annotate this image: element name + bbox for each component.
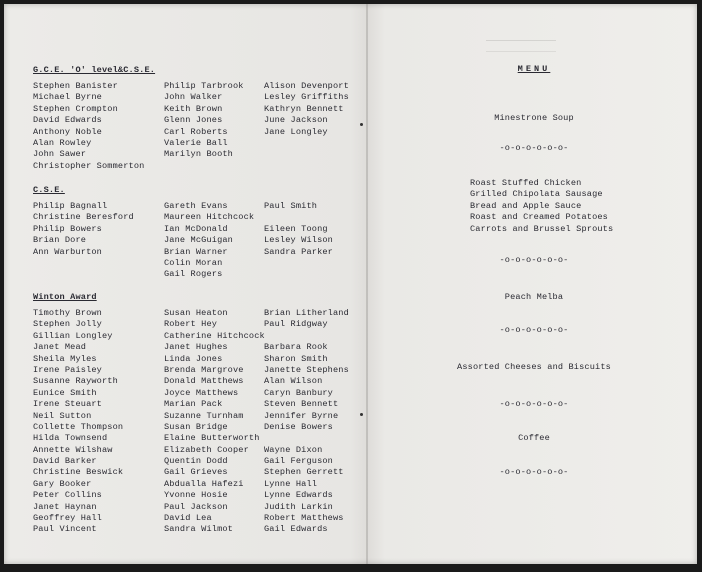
name-entry: Denise Bowers (264, 421, 333, 432)
name-entry: Suzanne Turnham (164, 410, 244, 421)
name-entry: Elizabeth Cooper (164, 444, 249, 455)
menu-dessert: Peach Melba (504, 292, 564, 302)
name-entry: Lesley Wilson (264, 235, 333, 246)
name-entry: Collette Thompson (33, 421, 124, 432)
cse-column-2 (164, 201, 254, 281)
name-entry: Anthony Noble (33, 126, 102, 137)
name-entry: Lynne Edwards (264, 490, 333, 501)
name-entry: Brian Warner (164, 246, 228, 257)
name-entry: Neil Sutton (33, 410, 92, 421)
name-entry: John Sawer (33, 149, 87, 160)
name-entry: Lesley Griffiths (264, 92, 349, 103)
name-entry: Robert Matthews (264, 513, 344, 524)
name-entry: Valerie Ball (164, 137, 228, 148)
name-entry (264, 433, 349, 444)
name-entry: Alan Wilson (264, 376, 323, 387)
name-entry: John Walker (164, 92, 223, 103)
menu-starter: Minestrone Soup (494, 113, 574, 123)
center-fold (366, 4, 368, 564)
name-entry: Brenda Margrove (164, 364, 244, 375)
name-entry: Susan Bridge (164, 421, 228, 432)
name-entry: Christopher Sommerton (33, 160, 145, 171)
menu-title: MENU (517, 64, 551, 74)
gce-column-1 (33, 81, 144, 172)
name-entry: Sandra Wilmot (164, 524, 233, 535)
name-entry: Sharon Smith (264, 353, 328, 364)
name-entry: Marilyn Booth (164, 149, 233, 160)
name-entry: Gillian Longley (33, 330, 113, 341)
section-heading-winton: Winton Award (33, 292, 97, 302)
name-entry: Stephen Gerrett (264, 467, 344, 478)
name-entry: Philip Bowers (33, 223, 102, 234)
name-entry: Joyce Matthews (164, 387, 239, 398)
name-entry: Geoffrey Hall (33, 513, 102, 524)
name-entry: Peter Collins (33, 490, 102, 501)
name-entry: Susan Heaton (164, 308, 228, 318)
menu-cheese: Assorted Cheeses and Biscuits (457, 362, 611, 372)
name-entry: David Lea (164, 513, 212, 524)
winton-column-3 (264, 308, 349, 536)
name-entry: June Jackson (264, 115, 328, 126)
name-entry: Carl Roberts (164, 126, 228, 137)
name-entry: Jane McGuigan (164, 235, 233, 246)
name-entry: Donald Matthews (164, 376, 244, 387)
name-entry: Elaine Butterworth (164, 433, 260, 444)
name-entry: Christine Beswick (33, 467, 124, 478)
name-entry: Susanne Rayworth (33, 376, 118, 387)
name-entry: Janette Stephens (264, 364, 349, 375)
name-entry: Gareth Evans (164, 201, 228, 211)
staple-mark (360, 123, 363, 126)
winton-column-2 (164, 308, 265, 536)
name-entry: Eileen Toong (264, 223, 328, 234)
menu-main-item: Roast and Creamed Potatoes (470, 212, 608, 223)
name-entry: Gail Rogers (164, 269, 223, 280)
name-entry: Abdualla Hafezi (164, 478, 244, 489)
section-heading-gce: G.C.E. 'O' level&C.S.E. (33, 65, 156, 75)
name-entry: Colin Moran (164, 257, 223, 268)
name-entry: Lynne Hall (264, 478, 318, 489)
name-entry: Gary Booker (33, 478, 92, 489)
menu-main-item: Roast Stuffed Chicken (470, 178, 582, 188)
name-entry: Maureen Hitchcock (164, 212, 255, 223)
staple-mark (360, 413, 363, 416)
menu-divider: -o-o-o-o-o-o- (499, 399, 569, 409)
menu-main-item: Carrots and Brussel Sprouts (470, 223, 614, 234)
name-entry: Janet Hughes (164, 342, 228, 353)
name-entry: Sandra Parker (264, 246, 333, 257)
cse-column-3 (264, 201, 333, 258)
show-through-print (486, 40, 556, 52)
name-entry: Philip Bagnall (33, 201, 108, 211)
name-entry: David Barker (33, 456, 97, 467)
name-entry: Janet Mead (33, 342, 87, 353)
name-entry (264, 331, 349, 342)
name-entry: Catherine Hitchcock (164, 330, 265, 341)
name-entry: Kathryn Bennett (264, 103, 344, 114)
name-entry: Glenn Jones (164, 115, 223, 126)
name-entry: Gail Grieves (164, 467, 228, 478)
name-entry: Caryn Banbury (264, 387, 333, 398)
name-entry: Jane Longley (264, 126, 328, 137)
name-entry: Ian McDonald (164, 223, 228, 234)
name-entry: Barbara Rook (264, 342, 328, 353)
name-entry: Gail Ferguson (264, 456, 333, 467)
name-entry: David Edwards (33, 115, 102, 126)
winton-column-1 (33, 308, 123, 536)
programme-sheet (4, 4, 697, 564)
name-entry: Sheila Myles (33, 353, 97, 364)
name-entry: Michael Byrne (33, 92, 102, 103)
name-entry: Brian Litherland (264, 308, 349, 318)
name-entry: Gail Edwards (264, 524, 328, 535)
cse-column-1 (33, 201, 134, 258)
name-entry: Marian Pack (164, 399, 223, 410)
name-entry: Paul Smith (264, 201, 318, 211)
name-entry: Stephen Jolly (33, 319, 102, 330)
name-entry (264, 212, 333, 223)
name-entry: Jennifer Byrne (264, 410, 339, 421)
menu-coffee: Coffee (518, 433, 550, 443)
menu-main-item: Grilled Chipolata Sausage (470, 189, 603, 200)
name-entry: Wayne Dixon (264, 444, 323, 455)
name-entry: Alan Rowley (33, 137, 92, 148)
name-entry: Irene Steuart (33, 399, 102, 410)
section-heading-cse: C.S.E. (33, 185, 65, 195)
name-entry: Stephen Banister (33, 81, 118, 91)
name-entry: Annette Wilshaw (33, 444, 113, 455)
name-entry: Robert Hey (164, 319, 218, 330)
name-entry: Yvonne Hosie (164, 490, 228, 501)
name-entry: Eunice Smith (33, 387, 97, 398)
menu-divider: -o-o-o-o-o-o- (499, 325, 569, 335)
gce-column-3 (264, 81, 349, 138)
gce-column-2 (164, 81, 244, 161)
name-entry: Judith Larkin (264, 501, 333, 512)
menu-divider: -o-o-o-o-o-o- (499, 143, 569, 153)
name-entry: Steven Bennett (264, 399, 339, 410)
name-entry: Christine Beresford (33, 212, 134, 223)
name-entry: Timothy Brown (33, 308, 102, 318)
name-entry: Hilda Townsend (33, 433, 108, 444)
name-entry: Stephen Crompton (33, 103, 118, 114)
name-entry: Paul Jackson (164, 501, 228, 512)
menu-main-item: Bread and Apple Sauce (470, 200, 582, 211)
menu-divider: -o-o-o-o-o-o- (499, 255, 569, 265)
name-entry: Paul Ridgway (264, 319, 328, 330)
menu-main-course (404, 178, 664, 235)
name-entry: Philip Tarbrook (164, 81, 244, 91)
name-entry: Keith Brown (164, 103, 223, 114)
name-entry: Janet Haynan (33, 501, 97, 512)
name-entry: Linda Jones (164, 353, 223, 364)
name-entry: Irene Paisley (33, 364, 102, 375)
name-entry: Alison Devenport (264, 81, 349, 91)
name-entry: Paul Vincent (33, 524, 97, 535)
menu-divider: -o-o-o-o-o-o- (499, 467, 569, 477)
name-entry: Ann Warburton (33, 246, 102, 257)
name-entry: Quentin Dodd (164, 456, 228, 467)
name-entry: Brian Dore (33, 235, 87, 246)
